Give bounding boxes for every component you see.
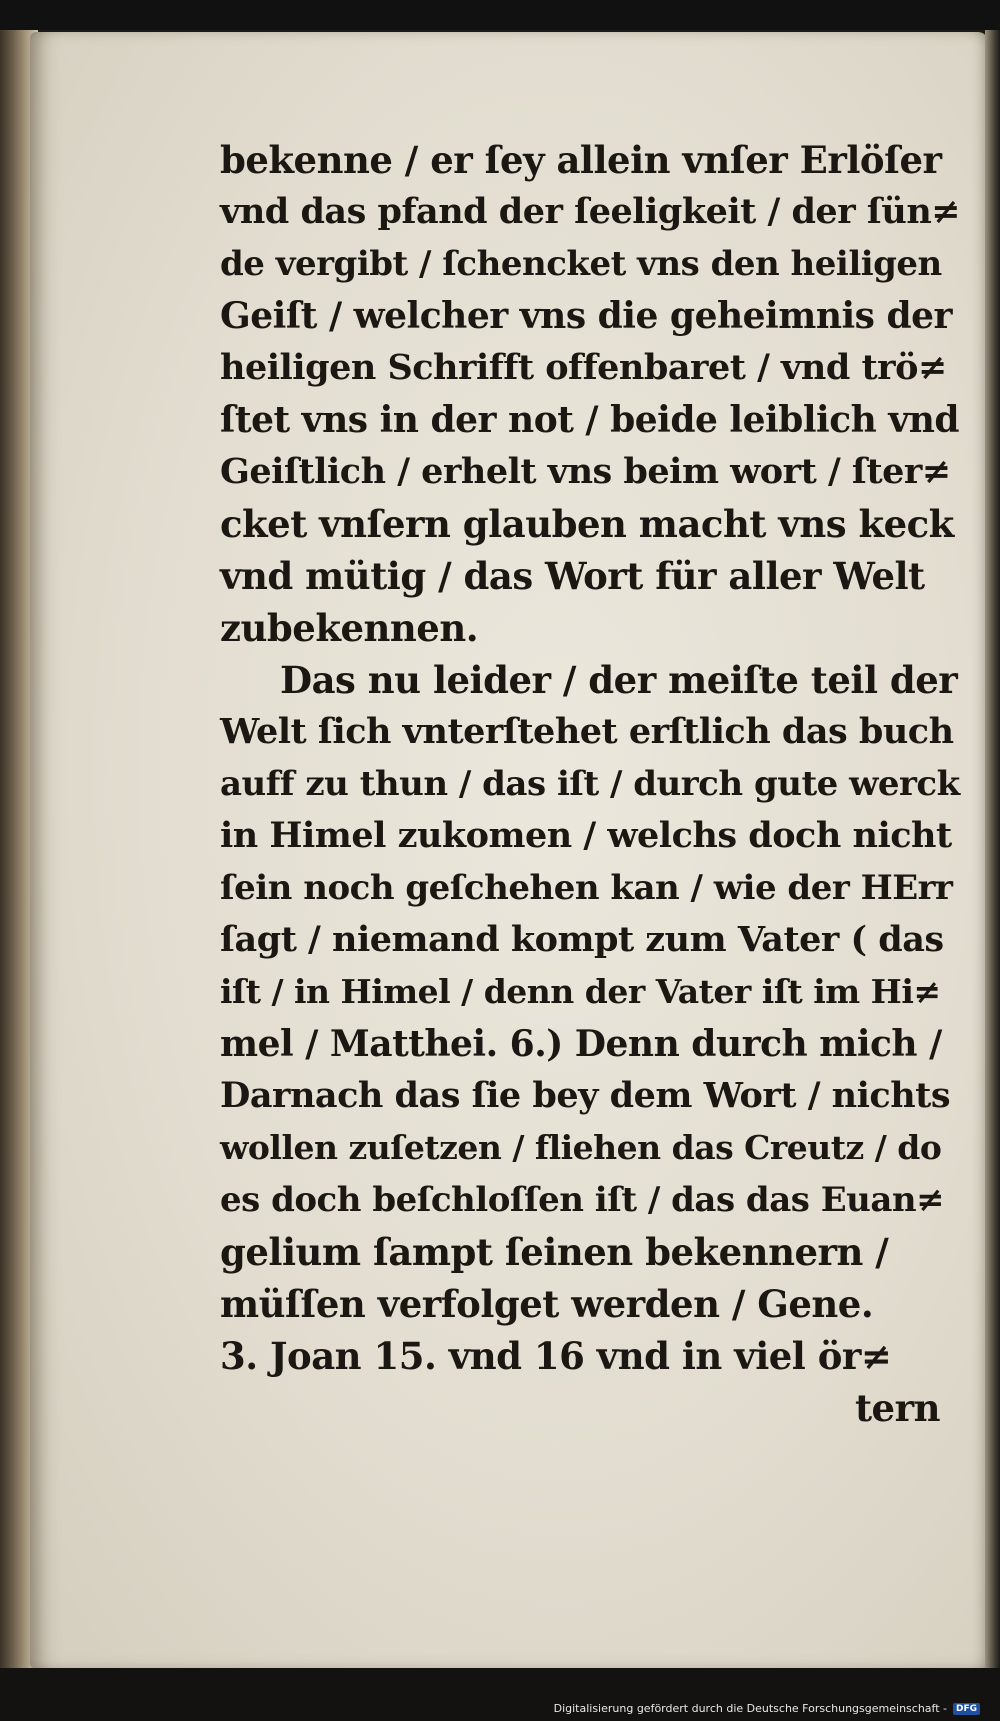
text-line: ſtet vns in der not / beide leiblich vnd: [220, 399, 960, 441]
text-line: cket vnſern glauben macht vns keck: [220, 502, 954, 546]
text-line: Geiſt / welcher vns die geheimnis der: [220, 295, 953, 337]
text-line: auff zu thun / das iſt / durch gute werck: [220, 764, 960, 804]
text-line: iſt / in Himel / denn der Vater iſt im Hi≠: [220, 972, 941, 1011]
text-line: de vergibt / ſchencket vns den heiligen: [220, 244, 942, 284]
text-line: es doch beſchloſſen iſt / das das Euan≠: [220, 1180, 945, 1220]
text-line: Welt ſich vnterſtehet erſtlich das buch: [220, 711, 954, 752]
credit-text: Digitalisierung gefördert durch die Deutsche Forschungsgemeinschaft -: [553, 1702, 947, 1715]
scan-bottom-border: [0, 1668, 1000, 1721]
book-right-edge: [985, 30, 1000, 1670]
text-line: heiligen Schrifft offenbaret / vnd trö≠: [220, 347, 947, 388]
text-line: vnd mütig / das Wort für aller Welt: [220, 554, 925, 598]
text-line: wollen zuſetzen / fliehen das Creutz / do: [220, 1128, 942, 1167]
page-text-block: [220, 134, 960, 1434]
text-line: ſein noch geſchehen kan / wie der HErr: [220, 868, 953, 908]
text-line: 3. Joan 15. vnd 16 vnd in viel ör≠: [220, 1334, 892, 1378]
text-line: ſagt / niemand kompt zum Vater ( das: [220, 919, 944, 960]
text-line: vnd das pfand der ſeeligkeit / der ſün≠: [220, 191, 961, 232]
text-line-indented: Das nu leider / der meiſte teil der: [280, 658, 958, 702]
text-line: mel / Matthei. 6.) Denn durch mich /: [220, 1023, 942, 1065]
catchword: tern: [854, 1386, 940, 1430]
text-line: Geiſtlich / erhelt vns beim wort / ſter≠: [220, 451, 951, 492]
text-line: zubekennen.: [220, 606, 479, 650]
digitization-credit: [554, 1702, 980, 1715]
text-line: Darnach das ſie bey dem Wort / nichts: [220, 1075, 951, 1116]
text-line: gelium ſampt ſeinen bekennern /: [220, 1230, 889, 1274]
text-line: in Himel zukomen / welchs doch nicht: [220, 815, 952, 856]
dfg-logo: DFG: [953, 1703, 980, 1715]
text-line: bekenne / er ſey allein vnſer Erlöſer: [220, 138, 942, 182]
text-line: müſſen verfolget werden / Gene.: [220, 1282, 874, 1326]
scan-top-border: [0, 0, 1000, 30]
